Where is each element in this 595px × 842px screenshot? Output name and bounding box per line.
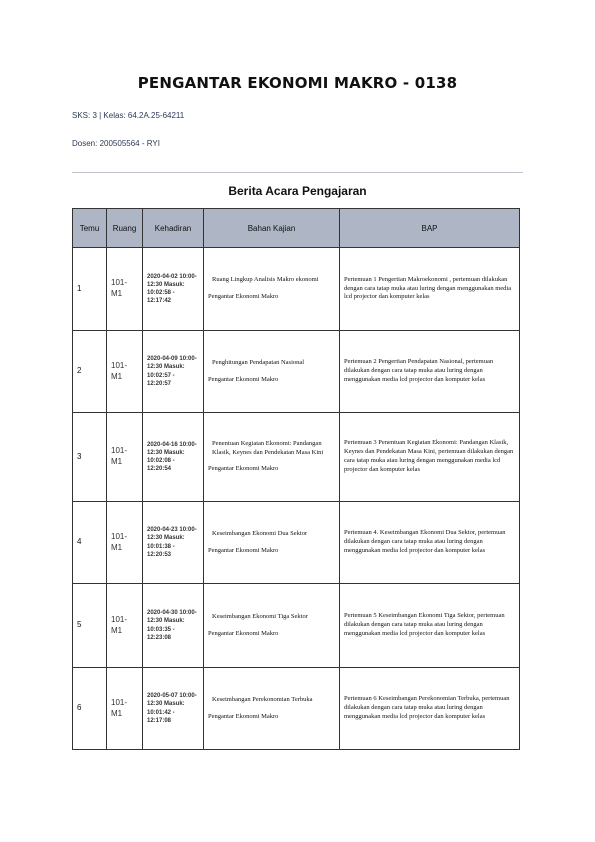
column-header-ruang: Ruang xyxy=(107,209,143,248)
cell-temu: 3 xyxy=(73,413,107,502)
column-header-temu: Temu xyxy=(73,209,107,248)
course-text: Pengantar Ekonomi Makro xyxy=(208,546,279,554)
lecturer-line: Dosen: 200505564 - RYI xyxy=(72,139,160,148)
cell-bahan-kajian xyxy=(204,584,340,668)
sks-class-line: SKS: 3 | Kelas: 64.2A.25-64211 xyxy=(72,111,185,120)
cell-temu: 6 xyxy=(73,668,107,750)
course-text: Pengantar Ekonomi Makro xyxy=(208,465,279,473)
cell-bap: Pertemuan 2 Pengertian Pendapatan Nasional, pertemuan dilakukan dengan cara tatap muka atau luring dengan menggunakan media lcd projector dan komputer kelas xyxy=(340,331,520,413)
cell-temu: 4 xyxy=(73,502,107,584)
table-header-row xyxy=(73,209,520,248)
cell-temu: 2 xyxy=(73,331,107,413)
cell-temu: 5 xyxy=(73,584,107,668)
teaching-record-table xyxy=(72,208,520,750)
cell-bahan-kajian xyxy=(204,668,340,750)
cell-kehadiran: 2020-04-23 10:00-12:30 Masuk: 10:01:38 - 12:20:53 xyxy=(143,502,204,584)
cell-ruang: 101-M1 xyxy=(107,331,143,413)
course-text: Pengantar Ekonomi Makro xyxy=(208,375,279,383)
column-header-kehadiran: Kehadiran xyxy=(143,209,204,248)
table-row xyxy=(73,331,520,413)
cell-bahan-kajian xyxy=(204,413,340,502)
topic-text: Penghitungan Pendapatan Nasional xyxy=(212,358,305,366)
table-row xyxy=(73,502,520,584)
cell-kehadiran: 2020-04-09 10:00-12:30 Masuk: 10:02:57 - 12:20:57 xyxy=(143,331,204,413)
course-text: Pengantar Ekonomi Makro xyxy=(208,293,279,300)
cell-ruang: 101-M1 xyxy=(107,413,143,502)
cell-kehadiran: 2020-04-02 10:00-12:30 Masuk: 10:02:58 - 12:17:42 xyxy=(143,248,204,331)
cell-bahan-kajian xyxy=(204,248,340,331)
column-header-bahan-kajian: Bahan Kajian xyxy=(204,209,340,248)
cell-bap: Pertemuan 4. Keseimbangan Ekonomi Dua Sektor, pertemuan dilakukan dengan cara tatap muka atau luring dengan menggunakan media lcd projector dan komputer kelas xyxy=(340,502,520,584)
topic-text: Keseimbangan Ekonomi Dua Sektor xyxy=(212,529,308,537)
course-text: Pengantar Ekonomi Makro xyxy=(208,712,279,720)
column-header-bap: BAP xyxy=(340,209,520,248)
cell-kehadiran: 2020-04-16 10:00-12:30 Masuk: 10:02:08 - 12:20:54 xyxy=(143,413,204,502)
cell-ruang: 101-M1 xyxy=(107,248,143,331)
divider xyxy=(72,172,523,173)
course-text: Pengantar Ekonomi Makro xyxy=(208,629,279,637)
table-row xyxy=(73,668,520,750)
cell-bap: Pertemuan 3 Penentuan Kegiatan Ekonomi: Pandangan Klasik, Keynes dan Pendekatan Masa Kini, pertemuan dilakukan dengan cara tatap muka atau luring dengan menggunakan media lcd projector dan komputer kelas xyxy=(340,413,520,502)
table-row xyxy=(73,248,520,331)
section-title: Berita Acara Pengajaran xyxy=(228,184,367,198)
cell-bap: Pertemuan 6 Keseimbangan Perekonomian Terbuka, pertemuan dilakukan dengan cara tatap muka atau luring dengan menggunakan media lcd projector dan komputer kelas xyxy=(340,668,520,750)
cell-bap: Pertemuan 5 Keseimbangan Ekonomi Tiga Sektor, pertemuan dilakukan dengan cara tatap muka atau luring dengan menggunakan media lcd projector dan komputer kelas xyxy=(340,584,520,668)
table-row xyxy=(73,584,520,668)
cell-ruang: 101-M1 xyxy=(107,502,143,584)
cell-bahan-kajian xyxy=(204,502,340,584)
cell-bap: Pertemuan 1 Pengertian Makroekonomi , pertemuan dilakukan dengan cara tatap muka atau luring dengan menggunakan media lcd projector dan komputer kelas xyxy=(340,248,520,331)
table-row xyxy=(73,413,520,502)
topic-text: Ruang Lingkup Analisis Makro ekonomi xyxy=(212,276,319,284)
cell-ruang: 101-M1 xyxy=(107,668,143,750)
topic-text: Keseimbangan Perekonomian Terbuka xyxy=(212,695,313,703)
cell-kehadiran: 2020-04-30 10:00-12:30 Masuk: 10:03:35 - 12:23:08 xyxy=(143,584,204,668)
cell-bahan-kajian xyxy=(204,331,340,413)
course-title: PENGANTAR EKONOMI MAKRO - 0138 xyxy=(137,74,458,92)
cell-kehadiran: 2020-05-07 10:00-12:30 Masuk: 10:01:42 - 12:17:08 xyxy=(143,668,204,750)
topic-text: Keseimbangan Ekonomi Tiga Sektor xyxy=(212,612,308,620)
cell-ruang: 101-M1 xyxy=(107,584,143,668)
topic-text: Penentuan Kegiatan Ekonomi: Pandangan Klasik, Keynes dan Pendekatan Masa Kini xyxy=(212,439,324,456)
cell-temu: 1 xyxy=(73,248,107,331)
